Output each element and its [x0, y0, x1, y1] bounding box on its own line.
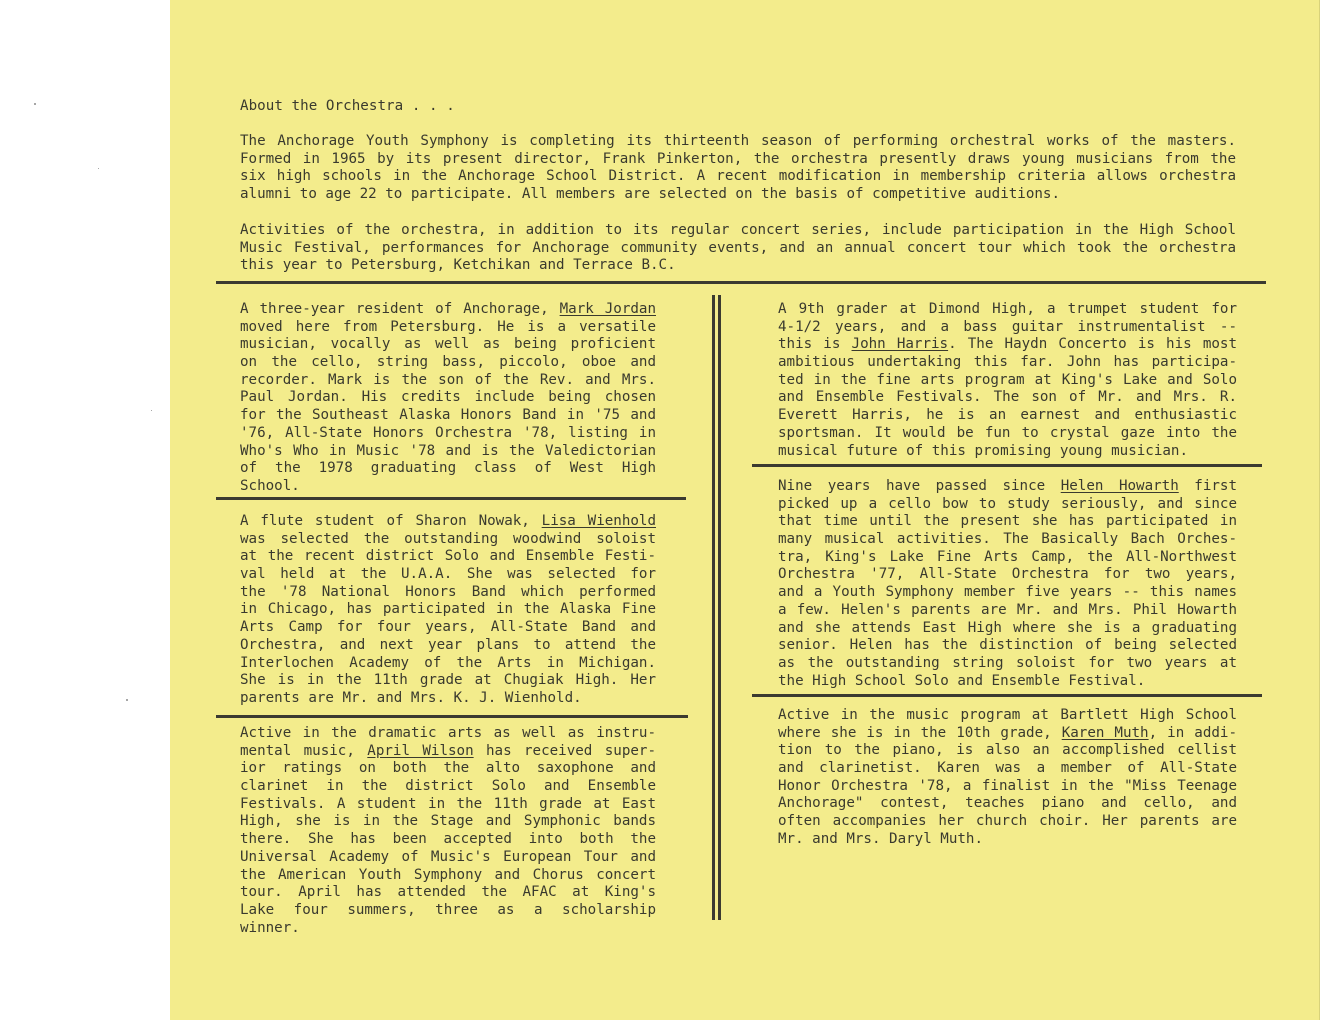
- bio-line: for the Southeast Alaska Honors Band in '75 and: [240, 407, 656, 424]
- bio-line: moved here from Petersburg. He is a versatile: [240, 318, 656, 335]
- bio-line: tion to the piano, is also an accomplished cellist: [778, 742, 1237, 759]
- bio-line: Active in the music program at Bartlett High School: [778, 707, 1237, 723]
- bio-line: She is in the 11th grade at Chugiak High. Her: [240, 672, 656, 689]
- musician-name: John Harris: [851, 336, 949, 353]
- bio-line: sportsman. It would be fun to crystal gaze into the: [778, 424, 1237, 441]
- bio-line: the '78 National Honors Band which performed: [240, 583, 656, 600]
- top-divider: [216, 281, 1266, 284]
- musician-name: April Wilson: [367, 742, 474, 759]
- intro-line: Music Festival, performances for Anchorage community events, and an annual concert tour which took the orchestra: [240, 239, 1236, 256]
- bio-text: this is: [778, 336, 852, 353]
- bio-line: Lake four summers, three as a scholarship: [240, 901, 656, 918]
- intro-paragraph-2: [240, 222, 1236, 275]
- bio-text: , in addi-: [1148, 724, 1237, 741]
- bio-line: High, she is in the Stage and Symphonic bands: [240, 813, 656, 830]
- bio-line: often accompanies her church choir. Her parents are: [778, 813, 1237, 830]
- bio-helen-howarth: [778, 478, 1237, 690]
- bio-line: '76, All-State Honors Orchestra '78, listing in: [240, 424, 656, 441]
- bio-line: parents are Mr. and Mrs. K. J. Wienhold.: [240, 689, 582, 706]
- bio-line: 4-1/2 years, and a bass guitar instrumentalist --: [778, 318, 1237, 335]
- margin-speck: [151, 410, 152, 411]
- bio-line: as the outstanding string soloist for two years at: [778, 654, 1237, 671]
- bio-line: ted in the fine arts program at King's Lake and Solo: [778, 371, 1237, 388]
- bio-line: that time until the present she has participated in: [778, 513, 1237, 530]
- page-heading: About the Orchestra . . .: [240, 98, 455, 114]
- bio-line: musician, vocally as well as being proficient: [240, 336, 656, 353]
- bio-line: and Ensemble Festivals. The son of Mr. and Mrs. R.: [778, 389, 1237, 406]
- musician-name: Mark Jordan: [559, 301, 656, 317]
- bio-text: . The Haydn Concerto is his most: [948, 336, 1237, 353]
- bio-karen-muth: [778, 707, 1237, 849]
- bio-line: School.: [240, 477, 300, 494]
- bio-line: Arts Camp for four years, All-State Band and: [240, 619, 656, 636]
- bio-line: Festivals. A student in the 11th grade at East: [240, 795, 656, 812]
- bio-line: tour. April has attended the AFAC at King's: [240, 884, 656, 901]
- intro-line: Activities of the orchestra, in addition to its regular concert series, include participation in the High School: [240, 222, 1236, 238]
- bio-line: senior. Helen has the distinction of being selected: [778, 637, 1237, 654]
- bio-line: of the 1978 graduating class of West High: [240, 460, 656, 477]
- bio-line: musical future of this promising young musician.: [778, 442, 1188, 459]
- musician-name: Lisa Wienhold: [541, 513, 656, 529]
- intro-line: six high schools in the Anchorage School District. A recent modification in membership criteria allows orchestra: [240, 168, 1236, 185]
- bio-line: in Chicago, has participated in the Alaska Fine: [240, 601, 656, 618]
- bio-line: and clarinetist. Karen was a member of All-State: [778, 760, 1237, 777]
- bio-line: the American Youth Symphony and Chorus concert: [240, 866, 656, 883]
- intro-line: The Anchorage Youth Symphony is completing its thirteenth season of performing orchestral works of the masters.: [240, 133, 1236, 149]
- bio-line: Honor Orchestra '78, a finalist in the "Miss Teenage: [778, 777, 1237, 794]
- right-divider-1: [752, 464, 1262, 467]
- bio-line: Interlochen Academy of the Arts in Michigan.: [240, 654, 656, 671]
- musician-name: Helen Howarth: [1060, 478, 1179, 494]
- bio-line: and she attends East High where she is a graduating: [778, 619, 1237, 636]
- musician-name: Karen Muth: [1061, 724, 1149, 741]
- intro-line: Formed in 1965 by its present director, Frank Pinkerton, the orchestra presently draws young musicians from the: [240, 150, 1236, 167]
- bio-line: A 9th grader at Dimond High, a trumpet student for: [778, 301, 1237, 317]
- bio-line: [778, 478, 1237, 496]
- column-divider-left: [712, 295, 715, 920]
- bio-line: Who's Who in Music '78 and is the Valedictorian: [240, 442, 656, 459]
- bio-line: Orchestra '77, All-State Orchestra for two years,: [778, 566, 1237, 583]
- bio-lisa-wienhold: [240, 513, 656, 708]
- bio-april-wilson: [240, 725, 656, 937]
- column-divider-right: [718, 295, 721, 920]
- bio-line: val held at the U.A.A. She was selected for: [240, 566, 656, 583]
- intro-line: this year to Petersburg, Ketchikan and Terrace B.C.: [240, 257, 676, 274]
- bio-line: ior ratings on both the alto saxophone and: [240, 760, 656, 777]
- bio-line: many musical activities. The Basically Bach Orches-: [778, 531, 1237, 548]
- bio-line: [240, 301, 656, 319]
- bio-line: was selected the outstanding woodwind soloist: [240, 530, 656, 547]
- bio-line: clarinet in the district Solo and Ensemble: [240, 778, 656, 795]
- margin-speck: [34, 103, 36, 105]
- bio-text: Nine years have passed since: [778, 478, 1061, 494]
- bio-line: [778, 725, 1237, 743]
- bio-text: first: [1178, 478, 1237, 494]
- bio-text: has received super-: [473, 742, 656, 759]
- intro-line: alumni to age 22 to participate. All members are selected on the basis of competitive auditions.: [240, 186, 1060, 203]
- margin-speck: [126, 699, 128, 701]
- intro-paragraph-1: [240, 133, 1236, 204]
- bio-text: mental music,: [240, 742, 368, 759]
- bio-line: the High School Solo and Ensemble Festival.: [778, 672, 1146, 689]
- bio-line: tra, King's Lake Fine Arts Camp, the All-Northwest: [778, 548, 1237, 565]
- bio-john-harris: [778, 301, 1237, 460]
- bio-line: Anchorage" contest, teaches piano and cello, and: [778, 795, 1237, 812]
- bio-mark-jordan: [240, 301, 656, 496]
- bio-line: at the recent district Solo and Ensemble Festi-: [240, 548, 656, 565]
- bio-line: [240, 743, 656, 761]
- margin-speck: [98, 168, 99, 169]
- bio-line: ambitious undertaking this far. John has participa-: [778, 354, 1237, 371]
- bio-text: A flute student of Sharon Nowak,: [240, 513, 542, 529]
- bio-text: A three-year resident of Anchorage,: [240, 301, 560, 317]
- bio-line: Orchestra, and next year plans to attend the: [240, 636, 656, 653]
- left-divider-1: [216, 497, 686, 500]
- bio-line: a few. Helen's parents are Mr. and Mrs. Phil Howarth: [778, 601, 1237, 618]
- bio-line: on the cello, string bass, piccolo, oboe and: [240, 354, 656, 371]
- bio-line: picked up a cello bow to study seriously, and since: [778, 495, 1237, 512]
- bio-line: winner.: [240, 919, 300, 936]
- bio-line: recorder. Mark is the son of the Rev. and Mrs.: [240, 371, 656, 388]
- bio-line: Active in the dramatic arts as well as instru-: [240, 725, 656, 741]
- right-divider-2: [752, 694, 1262, 697]
- bio-line: and a Youth Symphony member five years -- this names: [778, 584, 1237, 601]
- bio-line: [240, 513, 656, 531]
- bio-line: Universal Academy of Music's European Tour and: [240, 848, 656, 865]
- bio-line: [778, 336, 1237, 354]
- bio-line: Everett Harris, he is an earnest and enthusiastic: [778, 407, 1237, 424]
- left-divider-2: [216, 715, 688, 718]
- bio-line: there. She has been accepted into both the: [240, 831, 656, 848]
- bio-line: Mr. and Mrs. Daryl Muth.: [778, 830, 983, 847]
- bio-text: where she is in the 10th grade,: [778, 724, 1062, 741]
- bio-line: Paul Jordan. His credits include being chosen: [240, 389, 656, 406]
